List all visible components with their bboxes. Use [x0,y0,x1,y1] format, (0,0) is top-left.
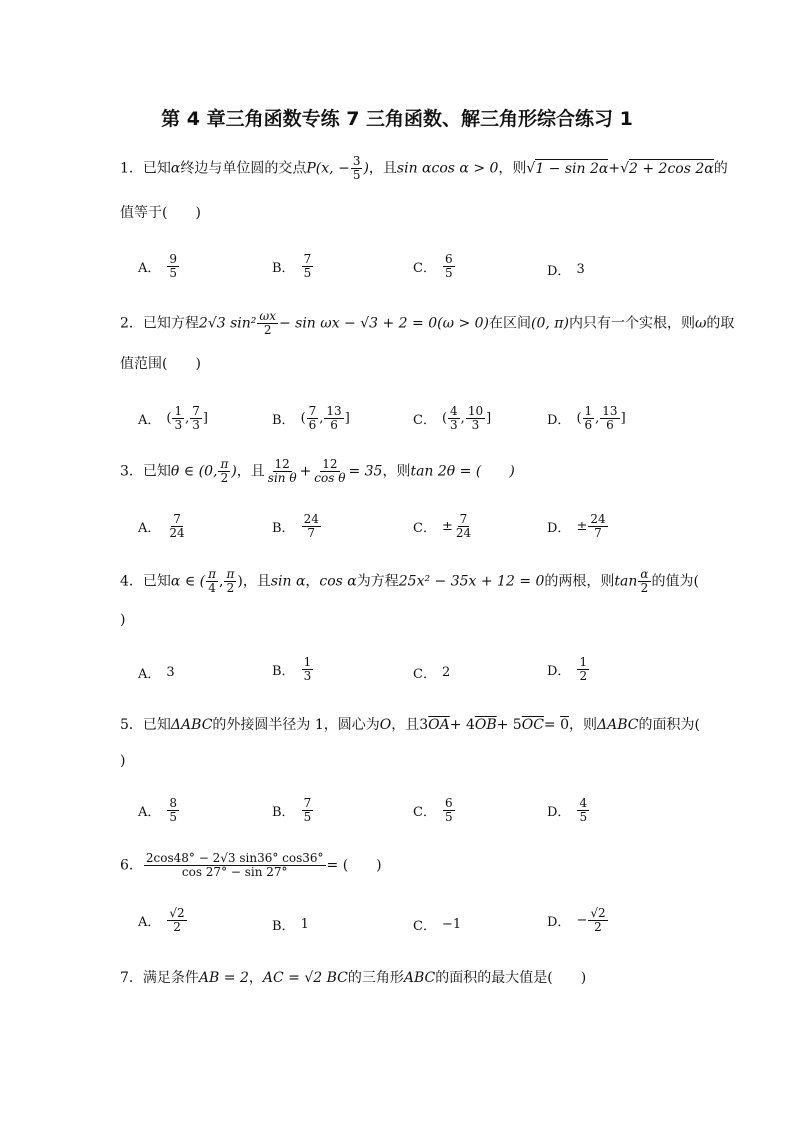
option-d[interactable]: D． ± $\frac{24}{7}$ [547,512,606,541]
option-d[interactable]: D． ( $\frac{1}{6}$ , $\frac{13}{6}$ ] [547,404,626,433]
option-c[interactable]: C． −1 [413,917,462,934]
question-6: 6． $\frac{2\cos 48^\circ - 2√3 \sin 36^\circ \cos 36^\circ}{\cos 27^\circ - \sin 27^\circ}$ = ( ) [120,851,382,880]
option-d[interactable]: D． 3 [547,262,585,279]
option-c[interactable]: C． ± $\frac{7}{24}$ [413,512,472,541]
option-b[interactable]: B． 1 [272,917,309,934]
question-4: 4．已知α ∈ ( $\frac{\pi}{4}$ , $\frac{\pi}{2}$ )，且sin α，cos α为方程25x² − 35x + 12 = 0的两根，则tan $\frac{\alpha}{2}$ 的值为( ) [120,567,699,628]
option-d[interactable]: D． − $\frac{√2}{2}$ [547,906,606,935]
document-title: 第 4 章三角函数专练 7 三角函数、解三角形综合练习 1 [161,108,633,130]
vector-oa: $\overline{OA}$ [428,717,450,733]
option-b[interactable]: B． $\frac{7}{5}$ [272,252,312,281]
option-a[interactable]: A． $\frac{7}{24}$ [138,512,185,541]
question-5: 5．已知ΔABC的外接圆半径为 1，圆心为O，且$3\overline{OA}+ 4\overline{OB}+ 5\overline{OC}= 0$，则ΔABC的面积为( ) [120,717,700,769]
option-a[interactable]: A． $\frac{8}{5}$ [138,796,178,825]
fraction: $\frac{3}{5}$ [352,154,361,183]
option-c[interactable]: C． ( $\frac{4}{3}$ , $\frac{10}{3}$ ] [413,404,492,433]
option-b[interactable]: B． $\frac{7}{5}$ [272,796,312,825]
option-b[interactable]: B． $\frac{1}{3}$ [272,655,312,684]
option-c[interactable]: C． $\frac{6}{5}$ [413,252,453,281]
vector-oc: $\overline{OC}$ [521,717,544,733]
option-a[interactable]: A． $\frac{√2}{2}$ [138,906,185,935]
option-c[interactable]: C． 2 [413,665,451,682]
option-a[interactable]: A． $\frac{9}{5}$ [138,252,178,281]
question-1: 1．已知α终边与单位圆的交点P(x, − $\frac{3}{5}$ )，且sin αcos α > 0，则√1 − sin 2α+√2 + 2cos 2α的 值等于( ) [120,154,728,221]
option-d[interactable]: D． $\frac{4}{5}$ [547,796,588,825]
option-b[interactable]: B． $\frac{24}{7}$ [272,512,319,541]
question-3: 3．已知θ ∈ (0, $\frac{\pi}{2}$ )，且 $\frac{12}{\text{sin θ}}$ + $\frac{12}{\text{cos θ}}$ = 35，则tan 2θ = ( ) [120,457,515,486]
option-c[interactable]: C． $\frac{6}{5}$ [413,796,453,825]
option-b[interactable]: B． ( $\frac{7}{6}$ , $\frac{13}{6}$ ] [272,404,350,433]
vector-ob: $\overline{OB}$ [474,717,497,733]
option-d[interactable]: D． $\frac{1}{2}$ [547,655,588,684]
question-2: 2．已知方程2√3 sin² $\frac{\omega x}{2}$ − sin ωx − √3 + 2 = 0(ω > 0)在区间(0, π)内只有一个实根，则ω的取 值范围( ) [120,309,735,372]
question-7: 7．满足条件AB = 2，AC = √2 BC的三角形ABC的面积的最大值是( ) [120,970,587,986]
question-number: 1． [120,160,143,177]
option-a[interactable]: A． ( $\frac{1}{3}$ , $\frac{7}{3}$ ] [138,404,208,433]
option-a[interactable]: A． 3 [138,665,175,682]
